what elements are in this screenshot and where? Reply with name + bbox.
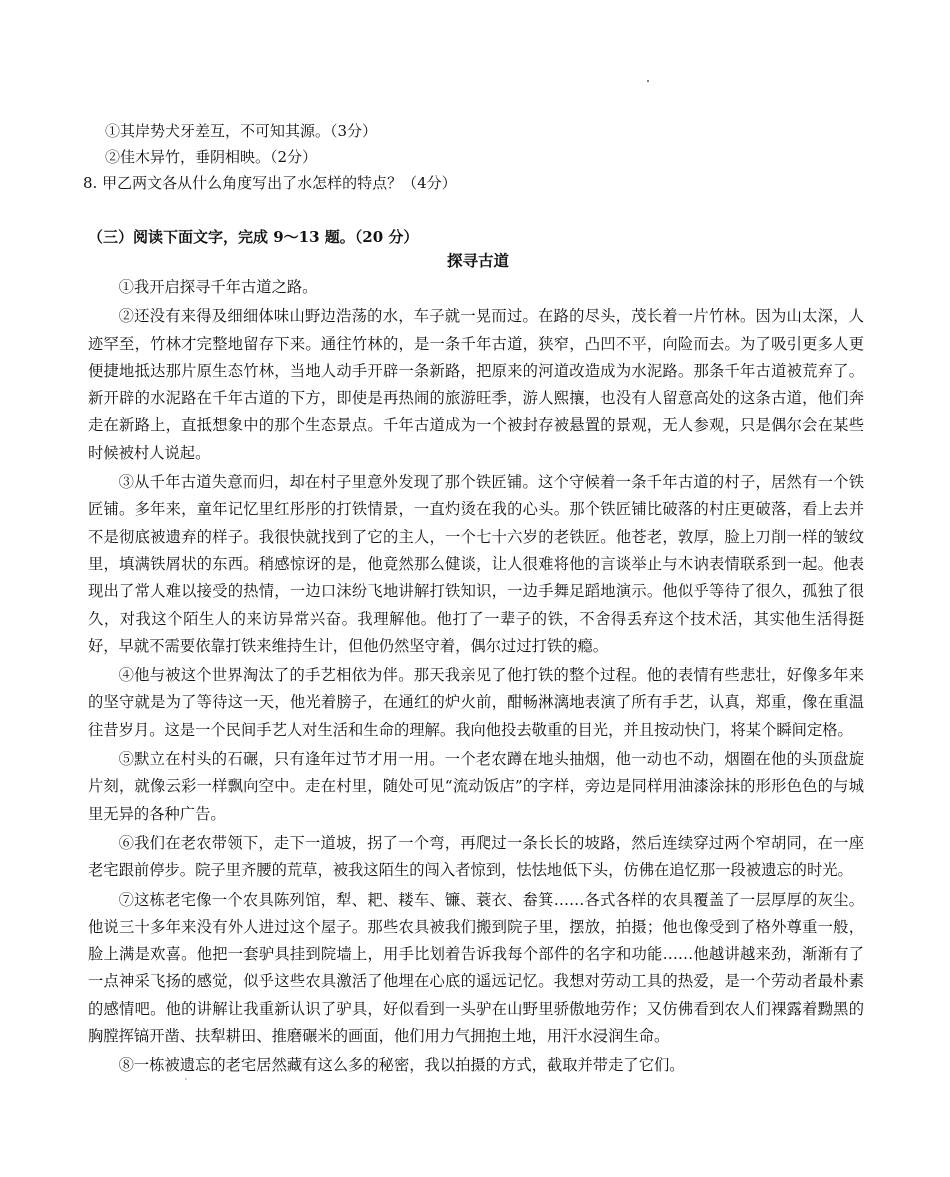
question-8: 8. 甲乙两文各从什么角度写出了水怎样的特点？（4分） xyxy=(83,174,457,192)
article-title: 探寻古道 xyxy=(446,251,509,270)
paragraph-1: ①我开启探寻千年古道之路。 xyxy=(118,278,318,296)
paragraph-8: ⑧一栋被遗忘的老宅居然藏有这么多的秘密，我以拍摄的方式，截取并带走了它们。 xyxy=(118,1056,685,1075)
scan-dot xyxy=(647,80,649,82)
question-item-2: ②佳木异竹，垂阴相映。（2分） xyxy=(105,148,318,166)
paragraph-7: ⑦这栋老宅像一个农具陈列馆，犁、耙、耧车、镰、蓑衣、畚箕……各式各样的农具覆盖了一层厚厚的灰尘。他说三十多年来没有外人进过这个屋子。那些农具被我们搬到院子里，摆放，拍摄；他也像受到了格外尊重一般，脸上满是欢喜。他把一套驴具挂到院墙上，用手比划着告诉我每个部件的名字和功能……他越讲越来劲，渐渐有了一点神采飞扬的感觉，似乎这些农具激活了他埋在心底的遥远记忆。我想对劳动工具的热爱，是一个劳动者最朴素的感情吧。他的讲解让我重新认识了驴具，好似看到一头驴在山野里骄傲地劳作；又仿佛看到农人们裸露着黝黑的胸膛挥镐开凿、扶犁耕田、推磨碾米的画面，他们用力气拥抱土地，用汗水浸润生命。 xyxy=(88,890,864,1046)
paragraph-4: ④他与被这个世界淘汰了的手艺相依为伴。那天我亲见了他打铁的整个过程。他的表情有些悲壮，好像多年来的坚守就是为了等待这一天，他光着膀子，在通红的炉火前，酣畅淋漓地表演了所有手艺，认真，郑重，像在重温往昔岁月。这是一个民间手艺人对生活和生命的理解。我向他投去敬重的目光，并且按动快门，将某个瞬间定格。 xyxy=(88,666,864,739)
paragraph-5: ⑤默立在村头的石碾，只有逢年过节才用一用。一个老农蹲在地头抽烟，他一动也不动，烟圈在他的头顶盘旋片刻，就像云彩一样飘向空中。走在村里，随处可见“流动饭店”的字样，旁边是同样用油漆涂抹的形形色色的与城里无异的各种广告。 xyxy=(88,750,864,823)
section-heading: （三）阅读下面文字，完成 9～13 题。（20 分） xyxy=(88,228,419,246)
paragraph-6: ⑥我们在老农带领下，走下一道坡，拐了一个弯，再爬过一条长长的坡路，然后连续穿过两个窄胡同，在一座老宅跟前停步。院子里齐腰的荒草，被我这陌生的闯入者惊到，怯怯地低下头，仿佛在追忆那一段被遗忘的时光。 xyxy=(88,833,864,880)
question-block xyxy=(83,118,863,196)
paragraph-2: ②还没有来得及细细体味山野边浩荡的水，车子就一晃而过。在路的尽头，茂长着一片竹林。因为山太深，人迹罕至，竹林才完整地留存下来。通往竹林的，是一条千年古道，狭窄，凸凹不平，向险而去。为了吸引更多人更便捷地抵达那片原生态竹林，当地人动手开辟一条新路，把原来的河道改造成为水泥路。那条千年古道被荒弃了。新开辟的水泥路在千年古道的下方，即使是再热闹的旅游旺季，游人熙攘，也没有人留意高处的这条古道，他们奔走在新路上，直抵想象中的那个生态景点。千年古道成为一个被封存被悬置的景观，无人参观，只是偶尔会在某些时候被村人说起。 xyxy=(88,307,864,462)
paragraph-3: ③从千年古道失意而归，却在村子里意外发现了那个铁匠铺。这个守候着一条千年古道的村子，居然有一个铁匠铺。多年来，童年记忆里红彤彤的打铁情景，一直灼烫在我的心头。那个铁匠铺比破落的村庄更破落，看上去并不是彻底被遗弃的样子。我很快就找到了它的主人，一个七十六岁的老铁匠。他苍老，敦厚，脸上刀削一样的皱纹里，填满铁屑状的东西。稍感惊讶的是，他竟然那么健谈，让人很难将他的言谈举止与木讷表情联系到一起。他表现出了常人难以接受的热情，一边口沫纷飞地讲解打铁知识，一边手舞足蹈地演示。他似乎等待了很久，孤独了很久，对我这个陌生人的来访异常兴奋。我理解他。他打了一辈子的铁，不舍得丢弃这个技术活，其实他生活得挺好，早就不需要依靠打铁来维持生计，但他仍然坚守着，偶尔过过打铁的瘾。 xyxy=(88,473,864,655)
question-item-1: ①其岸势犬牙差互，不可知其源。（3分） xyxy=(105,122,378,140)
article-body xyxy=(88,274,864,1082)
scan-dot xyxy=(185,1078,187,1080)
